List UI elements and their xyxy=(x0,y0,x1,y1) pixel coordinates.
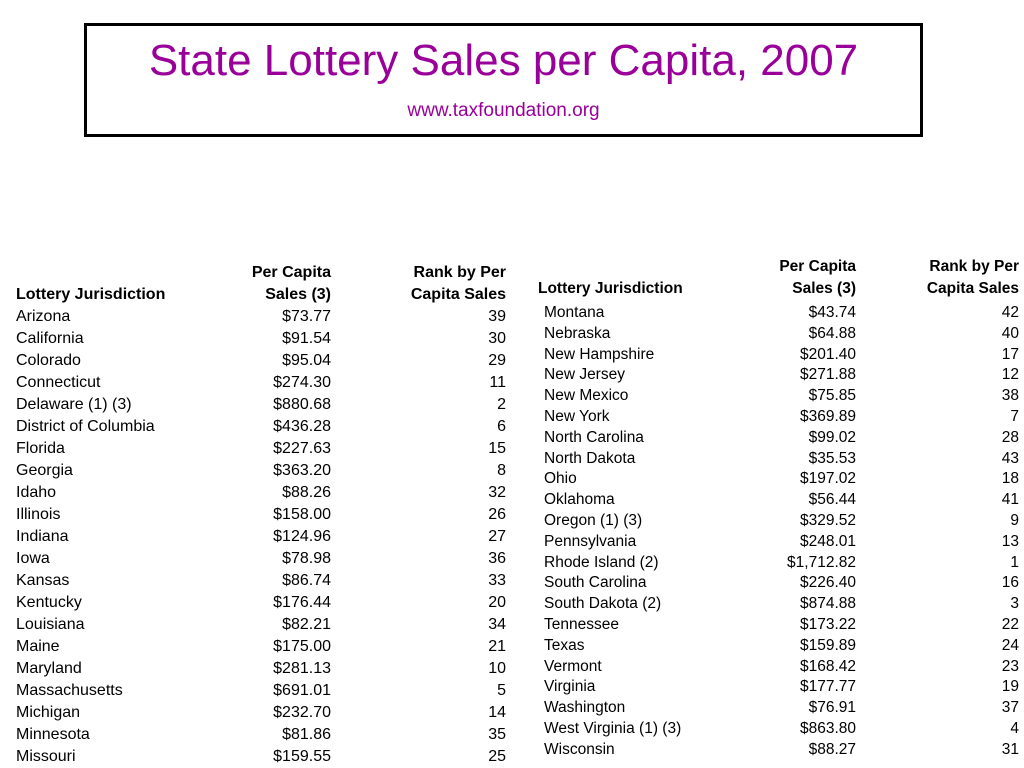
rank-cell: 25 xyxy=(488,748,506,765)
table-row xyxy=(538,511,1019,532)
col-jurisdiction-header xyxy=(16,262,229,306)
sales-cell xyxy=(229,504,339,526)
sales-value: $88.26 xyxy=(282,484,331,501)
sales-value: $95.04 xyxy=(282,352,331,369)
sales-cell xyxy=(229,306,339,328)
table-row xyxy=(16,416,506,438)
sales-cell: $369.89 xyxy=(799,407,856,425)
table-row xyxy=(538,303,1019,324)
table-row xyxy=(538,636,1019,657)
sales-value: $227.63 xyxy=(273,440,331,457)
sales-cell xyxy=(229,526,339,548)
table-row xyxy=(538,698,1019,719)
jurisdiction-cell: South Dakota (2) xyxy=(544,595,662,613)
table-row xyxy=(538,386,1019,407)
jurisdiction-cell: North Carolina xyxy=(544,428,644,446)
table-row xyxy=(538,469,1019,490)
table-row xyxy=(16,570,506,592)
rank-cell: 9 xyxy=(1010,511,1019,529)
sales-cell xyxy=(229,328,339,350)
jurisdiction-cell: Colorado xyxy=(16,352,81,369)
sales-cell xyxy=(229,746,339,768)
table-row xyxy=(16,504,506,526)
sales-value: $158.00 xyxy=(273,506,331,523)
jurisdiction-cell: Illinois xyxy=(16,506,61,523)
rank-cell: 30 xyxy=(488,330,506,347)
page-title: State Lottery Sales per Capita, 2007 xyxy=(148,36,859,85)
table-row xyxy=(538,594,1019,615)
sales-cell xyxy=(229,592,339,614)
sales-cell: $329.52 xyxy=(799,511,856,529)
sales-value: $81.86 xyxy=(282,726,331,743)
left-table xyxy=(16,262,506,768)
sales-cell: $271.88 xyxy=(799,366,856,384)
rank-cell: 3 xyxy=(1010,595,1019,613)
table-row xyxy=(16,614,506,636)
sales-value: $86.74 xyxy=(282,572,331,589)
rank-cell: 42 xyxy=(1001,304,1019,321)
sales-cell: $177.77 xyxy=(799,678,856,696)
sales-cell: $173.22 xyxy=(799,615,856,633)
sales-value: $124.96 xyxy=(273,528,331,545)
table-row xyxy=(16,658,506,680)
col-rank-header xyxy=(339,262,506,306)
sales-cell xyxy=(229,724,339,746)
table-row xyxy=(538,615,1019,636)
table-row xyxy=(16,372,506,394)
table-row xyxy=(538,428,1019,449)
rank-cell: 18 xyxy=(1001,470,1019,488)
table-row xyxy=(16,306,506,328)
table-row xyxy=(16,328,506,350)
table-row xyxy=(16,636,506,658)
sales-value: $91.54 xyxy=(282,330,331,347)
sales-cell: $1,712.82 xyxy=(787,553,856,571)
col-rank-label-1: Rank by Per xyxy=(929,258,1019,275)
rank-cell: 22 xyxy=(1001,615,1019,633)
jurisdiction-cell: Louisiana xyxy=(16,616,85,633)
sales-value: $73.77 xyxy=(282,308,331,325)
sales-cell xyxy=(229,570,339,592)
sales-cell xyxy=(229,438,339,460)
jurisdiction-cell: Arizona xyxy=(16,308,71,325)
rank-cell: 26 xyxy=(488,506,506,523)
jurisdiction-cell: Delaware (1) (3) xyxy=(16,396,132,413)
jurisdiction-cell: Oklahoma xyxy=(544,491,615,509)
jurisdiction-cell: Missouri xyxy=(16,748,76,765)
sales-value: $691.01 xyxy=(273,682,331,699)
col-rank-header xyxy=(856,255,1019,303)
sales-cell: $226.40 xyxy=(799,574,856,592)
rank-cell: 6 xyxy=(497,418,506,435)
table-row xyxy=(16,460,506,482)
sales-value: $82.21 xyxy=(282,616,331,633)
jurisdiction-cell: Kentucky xyxy=(16,594,82,611)
sales-cell xyxy=(229,680,339,702)
sales-cell: $197.02 xyxy=(799,470,856,488)
sales-cell: $43.74 xyxy=(808,304,856,321)
sales-cell xyxy=(229,658,339,680)
source-url: www.taxfoundation.org xyxy=(407,100,600,121)
sales-cell xyxy=(229,482,339,504)
jurisdiction-cell: District of Columbia xyxy=(16,418,155,435)
table-row xyxy=(538,324,1019,345)
rank-cell: 12 xyxy=(1001,366,1019,384)
jurisdiction-cell: California xyxy=(16,330,84,347)
rank-cell: 38 xyxy=(1001,387,1019,405)
table-row xyxy=(538,407,1019,428)
table-row xyxy=(538,573,1019,594)
table-row xyxy=(16,680,506,702)
sales-cell: $168.42 xyxy=(799,657,856,675)
table-row xyxy=(16,702,506,724)
jurisdiction-cell: Virginia xyxy=(544,678,596,696)
rank-cell: 16 xyxy=(1001,574,1019,592)
jurisdiction-cell: Maine xyxy=(16,638,60,655)
table-row xyxy=(538,490,1019,511)
right-table-header xyxy=(538,255,1019,303)
sales-value: $274.30 xyxy=(273,374,331,391)
rank-cell: 40 xyxy=(1001,324,1019,342)
col-sales-label-1: Per Capita xyxy=(251,264,331,281)
sales-cell xyxy=(229,394,339,416)
rank-cell: 35 xyxy=(488,726,506,743)
sales-cell xyxy=(229,350,339,372)
rank-cell: 7 xyxy=(1010,407,1019,425)
col-sales-header xyxy=(229,262,339,306)
jurisdiction-cell: New Mexico xyxy=(544,387,629,405)
jurisdiction-cell: Massachusetts xyxy=(16,682,123,699)
table-row xyxy=(538,532,1019,553)
jurisdiction-cell: Rhode Island (2) xyxy=(544,553,659,571)
sales-cell xyxy=(229,416,339,438)
jurisdiction-cell: Florida xyxy=(16,440,65,457)
jurisdiction-cell: Maryland xyxy=(16,660,82,677)
table-row xyxy=(538,657,1019,678)
sales-cell: $874.88 xyxy=(799,595,856,613)
col-jurisdiction-label: Lottery Jurisdiction xyxy=(16,286,166,303)
jurisdiction-cell: Iowa xyxy=(16,550,50,567)
col-jurisdiction-header xyxy=(538,255,756,303)
left-table-header xyxy=(16,262,506,306)
rank-cell: 24 xyxy=(1001,636,1019,654)
sales-value: $78.98 xyxy=(282,550,331,567)
jurisdiction-cell: Wisconsin xyxy=(544,740,615,758)
table-row xyxy=(538,719,1019,740)
rank-cell: 23 xyxy=(1001,657,1019,675)
jurisdiction-cell: North Dakota xyxy=(544,449,636,467)
sales-value: $880.68 xyxy=(273,396,331,413)
jurisdiction-cell: West Virginia (1) (3) xyxy=(544,719,682,737)
jurisdiction-cell: Montana xyxy=(544,304,605,321)
rank-cell: 37 xyxy=(1001,699,1019,717)
jurisdiction-cell: South Carolina xyxy=(544,574,647,592)
rank-cell: 2 xyxy=(497,396,506,413)
jurisdiction-cell: Oregon (1) (3) xyxy=(544,511,643,529)
rank-cell: 33 xyxy=(488,572,506,589)
sales-cell: $35.53 xyxy=(808,449,856,467)
rank-cell: 17 xyxy=(1001,345,1019,363)
rank-cell: 21 xyxy=(488,638,506,655)
sales-cell: $863.80 xyxy=(799,719,856,737)
jurisdiction-cell: Texas xyxy=(544,636,585,654)
jurisdiction-cell: Tennessee xyxy=(544,615,619,633)
col-sales-label-2: Sales (3) xyxy=(265,286,331,303)
jurisdiction-cell: Indiana xyxy=(16,528,69,545)
sales-value: $363.20 xyxy=(273,462,331,479)
sales-cell xyxy=(229,460,339,482)
table-row xyxy=(538,740,1019,761)
rank-cell: 31 xyxy=(1001,740,1019,758)
jurisdiction-cell: Minnesota xyxy=(16,726,90,743)
sales-cell xyxy=(229,548,339,570)
jurisdiction-cell: Pennsylvania xyxy=(544,532,637,550)
rank-cell: 28 xyxy=(1001,428,1019,446)
sales-cell: $88.27 xyxy=(808,740,856,758)
rank-cell: 1 xyxy=(1010,553,1019,571)
sales-cell: $75.85 xyxy=(808,387,856,405)
rank-cell: 39 xyxy=(488,308,506,325)
table-row xyxy=(538,365,1019,386)
sales-cell xyxy=(229,614,339,636)
jurisdiction-cell: Connecticut xyxy=(16,374,101,391)
rank-cell: 8 xyxy=(497,462,506,479)
rank-cell: 41 xyxy=(1001,491,1019,509)
table-row xyxy=(16,592,506,614)
jurisdiction-cell: Washington xyxy=(544,699,626,717)
table-row xyxy=(538,553,1019,574)
sales-cell: $56.44 xyxy=(808,491,856,509)
jurisdiction-cell: Kansas xyxy=(16,572,70,589)
col-jurisdiction-label: Lottery Jurisdiction xyxy=(538,280,683,297)
table-row xyxy=(538,449,1019,470)
col-sales-label-1: Per Capita xyxy=(779,258,856,275)
sales-cell xyxy=(229,702,339,724)
sales-cell xyxy=(229,372,339,394)
jurisdiction-cell: New York xyxy=(544,407,610,425)
jurisdiction-cell: Ohio xyxy=(544,470,577,488)
sales-cell: $159.89 xyxy=(799,636,856,654)
sales-value: $281.13 xyxy=(273,660,331,677)
sales-value: $232.70 xyxy=(273,704,331,721)
col-rank-label-2: Capita Sales xyxy=(410,286,506,303)
jurisdiction-cell: Nebraska xyxy=(544,324,611,342)
col-sales-label-2: Sales (3) xyxy=(792,280,856,297)
sales-cell: $99.02 xyxy=(808,428,856,446)
rank-cell: 10 xyxy=(488,660,506,677)
rank-cell: 14 xyxy=(488,704,506,721)
rank-cell: 20 xyxy=(488,594,506,611)
col-rank-label-1: Rank by Per xyxy=(413,264,506,281)
sales-cell: $201.40 xyxy=(799,345,856,363)
rank-cell: 34 xyxy=(488,616,506,633)
sales-cell: $64.88 xyxy=(808,324,856,342)
rank-cell: 29 xyxy=(488,352,506,369)
table-row xyxy=(16,746,506,768)
table-row xyxy=(16,526,506,548)
jurisdiction-cell: Vermont xyxy=(544,657,602,675)
sales-value: $159.55 xyxy=(273,748,331,765)
rank-cell: 27 xyxy=(488,528,506,545)
table-row xyxy=(16,350,506,372)
col-rank-label-2: Capita Sales xyxy=(926,280,1019,297)
table-row xyxy=(16,548,506,570)
jurisdiction-cell: Idaho xyxy=(16,484,57,501)
col-sales-header xyxy=(756,255,856,303)
jurisdiction-cell: New Hampshire xyxy=(544,345,655,363)
table-row xyxy=(538,677,1019,698)
sales-cell: $248.01 xyxy=(799,532,856,550)
table-row xyxy=(538,345,1019,366)
table-row xyxy=(16,482,506,504)
sales-cell xyxy=(229,636,339,658)
table-row xyxy=(16,438,506,460)
sales-value: $175.00 xyxy=(273,638,331,655)
table-row xyxy=(16,724,506,746)
table-row xyxy=(16,394,506,416)
right-table xyxy=(538,255,1019,761)
rank-cell: 43 xyxy=(1001,449,1019,467)
rank-cell: 32 xyxy=(488,484,506,501)
rank-cell: 15 xyxy=(488,440,506,457)
rank-cell: 36 xyxy=(488,550,506,567)
jurisdiction-cell: Georgia xyxy=(16,462,73,479)
jurisdiction-cell: Michigan xyxy=(16,704,81,721)
title-box xyxy=(84,23,923,137)
rank-cell: 19 xyxy=(1001,678,1019,696)
sales-value: $436.28 xyxy=(273,418,331,435)
rank-cell: 4 xyxy=(1010,719,1019,737)
sales-value: $176.44 xyxy=(273,594,331,611)
rank-cell: 5 xyxy=(497,682,506,699)
rank-cell: 11 xyxy=(489,374,506,391)
sales-cell: $76.91 xyxy=(808,699,856,717)
rank-cell: 13 xyxy=(1001,532,1019,550)
jurisdiction-cell: New Jersey xyxy=(544,366,625,384)
